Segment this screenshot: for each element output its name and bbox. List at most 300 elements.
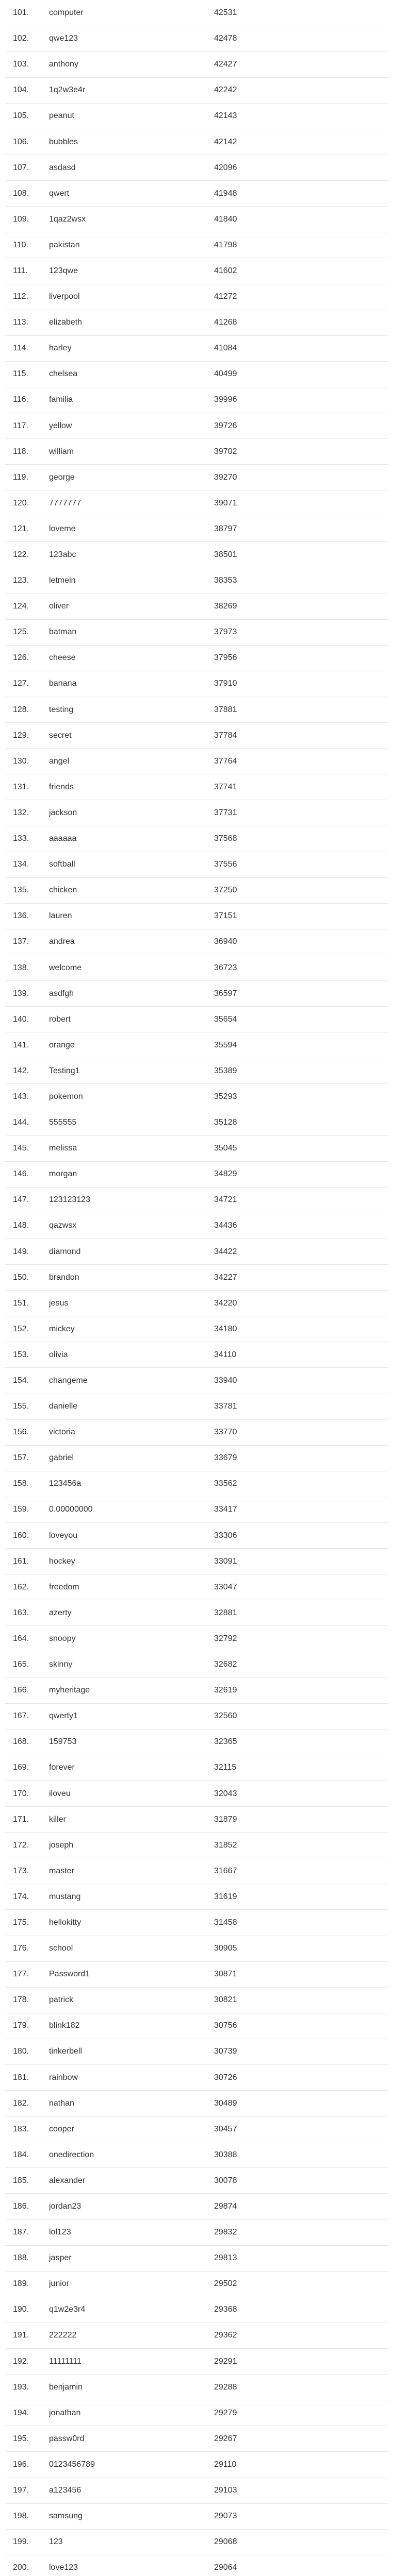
password-cell: cheese [49,645,214,671]
password-cell: rainbow [49,2065,214,2091]
password-cell: gabriel [49,1445,214,1471]
count-cell: 34227 [214,1265,388,1291]
count-cell: 42142 [214,129,388,155]
rank-cell: 127. [5,671,49,697]
rank-cell: 133. [5,826,49,852]
count-cell: 41602 [214,258,388,284]
table-row [5,1136,388,1161]
table-row [5,2116,388,2142]
count-cell: 31667 [214,1858,388,1884]
table-row [5,1626,388,1652]
table-row [5,2529,388,2555]
count-cell: 35293 [214,1084,388,1110]
table-row [5,955,388,980]
rank-cell: 144. [5,1110,49,1136]
password-cell: friends [49,774,214,800]
password-cell: cooper [49,2116,214,2142]
table-row [5,1833,388,1858]
table-row [5,1703,388,1729]
rank-cell: 194. [5,2400,49,2426]
count-cell: 37910 [214,671,388,697]
table-row [5,749,388,774]
count-cell: 29279 [214,2400,388,2426]
count-cell: 39726 [214,413,388,439]
table-row [5,1368,388,1394]
password-cell: chicken [49,877,214,903]
rank-cell: 137. [5,929,49,955]
table-row [5,2091,388,2116]
table-row [5,2555,388,2576]
password-cell: iloveu [49,1781,214,1806]
count-cell: 29874 [214,2194,388,2219]
password-cell: liverpool [49,284,214,310]
rank-cell: 179. [5,2013,49,2039]
rank-cell: 102. [5,26,49,52]
password-cell: school [49,1936,214,1961]
rank-cell: 176. [5,1936,49,1961]
count-cell: 38353 [214,568,388,594]
count-cell: 30905 [214,1936,388,1961]
password-cell: bubbles [49,129,214,155]
password-cell: peanut [49,103,214,129]
password-table-body [5,0,388,2576]
table-row [5,155,388,181]
rank-cell: 139. [5,981,49,1007]
count-cell: 32365 [214,1729,388,1755]
rank-cell: 160. [5,1523,49,1549]
password-cell: hellokitty [49,1910,214,1936]
count-cell: 35389 [214,1058,388,1084]
rank-cell: 107. [5,155,49,181]
table-row [5,1677,388,1703]
password-cell: qwert [49,181,214,207]
table-row [5,1394,388,1419]
table-row [5,1419,388,1445]
count-cell: 34220 [214,1291,388,1316]
password-cell: testing [49,697,214,723]
count-cell: 32682 [214,1652,388,1677]
count-cell: 42143 [214,103,388,129]
password-cell: mickey [49,1316,214,1342]
password-cell: qwe123 [49,26,214,52]
table-row [5,568,388,594]
count-cell: 37250 [214,877,388,903]
rank-cell: 105. [5,103,49,129]
password-cell: mustang [49,1884,214,1910]
count-cell: 42427 [214,52,388,77]
password-cell: joseph [49,1833,214,1858]
password-cell: computer [49,0,214,26]
table-row [5,981,388,1007]
rank-cell: 185. [5,2168,49,2194]
count-cell: 33091 [214,1549,388,1574]
count-cell: 35654 [214,1007,388,1032]
rank-cell: 192. [5,2349,49,2375]
password-cell: pakistan [49,232,214,258]
rank-cell: 153. [5,1342,49,1368]
rank-cell: 134. [5,852,49,877]
password-cell: myheritage [49,1677,214,1703]
table-row [5,2478,388,2503]
count-cell: 34721 [214,1187,388,1213]
rank-cell: 171. [5,1807,49,1833]
count-cell: 32043 [214,1781,388,1806]
rank-cell: 175. [5,1910,49,1936]
table-row [5,181,388,207]
rank-cell: 156. [5,1419,49,1445]
password-cell: qazwsx [49,1213,214,1239]
password-cell: danielle [49,1394,214,1419]
count-cell: 30078 [214,2168,388,2194]
rank-cell: 117. [5,413,49,439]
table-row [5,774,388,800]
table-row [5,2194,388,2219]
password-cell: 0.00000000 [49,1497,214,1522]
rank-cell: 141. [5,1032,49,1058]
table-row [5,1110,388,1136]
table-row [5,0,388,26]
password-cell: harley [49,335,214,361]
password-cell: george [49,465,214,490]
count-cell: 30821 [214,1987,388,2013]
count-cell: 33770 [214,1419,388,1445]
count-cell: 30756 [214,2013,388,2039]
rank-cell: 136. [5,903,49,929]
rank-cell: 197. [5,2478,49,2503]
table-row [5,1600,388,1626]
rank-cell: 180. [5,2039,49,2064]
table-row [5,1239,388,1265]
rank-cell: 183. [5,2116,49,2142]
rank-cell: 132. [5,800,49,826]
count-cell: 29362 [214,2323,388,2348]
password-cell: chelsea [49,361,214,387]
count-cell: 41272 [214,284,388,310]
count-cell: 35128 [214,1110,388,1136]
table-row [5,1936,388,1961]
table-row [5,671,388,697]
rank-cell: 119. [5,465,49,490]
rank-cell: 147. [5,1187,49,1213]
table-row [5,877,388,903]
table-row [5,2245,388,2271]
count-cell: 37881 [214,697,388,723]
rank-cell: 184. [5,2142,49,2168]
password-cell: 555555 [49,1110,214,1136]
password-cell: diamond [49,1239,214,1265]
rank-cell: 115. [5,361,49,387]
count-cell: 30388 [214,2142,388,2168]
password-cell: qwerty1 [49,1703,214,1729]
password-cell: jackson [49,800,214,826]
rank-cell: 157. [5,1445,49,1471]
table-row [5,387,388,413]
count-cell: 38501 [214,542,388,568]
password-cell: morgan [49,1161,214,1187]
count-cell: 37568 [214,826,388,852]
count-cell: 37741 [214,774,388,800]
table-row [5,2375,388,2400]
password-cell: yellow [49,413,214,439]
count-cell: 33306 [214,1523,388,1549]
password-cell: softball [49,852,214,877]
password-cell: banana [49,671,214,697]
table-row [5,1032,388,1058]
rank-cell: 128. [5,697,49,723]
rank-cell: 104. [5,77,49,103]
password-cell: tinkerbell [49,2039,214,2064]
count-cell: 31619 [214,1884,388,1910]
rank-cell: 149. [5,1239,49,1265]
password-cell: forever [49,1755,214,1781]
count-cell: 29267 [214,2426,388,2452]
password-cell: 7777777 [49,490,214,516]
count-cell: 30726 [214,2065,388,2091]
password-cell: andrea [49,929,214,955]
password-cell: freedom [49,1574,214,1600]
rank-cell: 195. [5,2426,49,2452]
rank-cell: 169. [5,1755,49,1781]
count-cell: 36940 [214,929,388,955]
count-cell: 37973 [214,619,388,645]
rank-cell: 167. [5,1703,49,1729]
count-cell: 38797 [214,516,388,542]
count-cell: 41084 [214,335,388,361]
table-row [5,1058,388,1084]
rank-cell: 111. [5,258,49,284]
table-row [5,361,388,387]
password-cell: aaaaaa [49,826,214,852]
count-cell: 39270 [214,465,388,490]
rank-cell: 151. [5,1291,49,1316]
password-cell: 222222 [49,2323,214,2348]
rank-cell: 159. [5,1497,49,1522]
password-cell: asdasd [49,155,214,181]
count-cell: 35045 [214,1136,388,1161]
count-cell: 33781 [214,1394,388,1419]
password-cell: skinny [49,1652,214,1677]
rank-cell: 109. [5,207,49,232]
password-cell: orange [49,1032,214,1058]
table-row [5,1471,388,1497]
table-row [5,1858,388,1884]
password-cell: 1q2w3e4r [49,77,214,103]
password-cell: junior [49,2271,214,2297]
rank-cell: 198. [5,2503,49,2529]
table-row [5,1652,388,1677]
table-row [5,697,388,723]
count-cell: 29064 [214,2555,388,2576]
password-cell: 1qaz2wsx [49,207,214,232]
table-row [5,723,388,749]
count-cell: 29073 [214,2503,388,2529]
rank-cell: 135. [5,877,49,903]
count-cell: 37731 [214,800,388,826]
count-cell: 34110 [214,1342,388,1368]
table-row [5,542,388,568]
count-cell: 29291 [214,2349,388,2375]
password-cell: 123abc [49,542,214,568]
rank-cell: 189. [5,2271,49,2297]
count-cell: 42242 [214,77,388,103]
table-row [5,1291,388,1316]
count-cell: 42531 [214,0,388,26]
rank-cell: 142. [5,1058,49,1084]
table-row [5,1574,388,1600]
table-row [5,800,388,826]
password-cell: loveyou [49,1523,214,1549]
table-row [5,1265,388,1291]
table-row [5,439,388,465]
table-row [5,2426,388,2452]
rank-cell: 163. [5,1600,49,1626]
count-cell: 29068 [214,2529,388,2555]
password-cell: Password1 [49,1961,214,1987]
rank-cell: 103. [5,52,49,77]
count-cell: 30489 [214,2091,388,2116]
password-cell: secret [49,723,214,749]
rank-cell: 118. [5,439,49,465]
table-row [5,1807,388,1833]
password-cell: azerty [49,1600,214,1626]
rank-cell: 166. [5,1677,49,1703]
table-row [5,1213,388,1239]
count-cell: 41948 [214,181,388,207]
password-cell: anthony [49,52,214,77]
rank-cell: 165. [5,1652,49,1677]
table-row [5,2168,388,2194]
rank-cell: 193. [5,2375,49,2400]
table-row [5,516,388,542]
rank-cell: 168. [5,1729,49,1755]
count-cell: 29103 [214,2478,388,2503]
table-row [5,490,388,516]
rank-cell: 106. [5,129,49,155]
count-cell: 37784 [214,723,388,749]
password-cell: letmein [49,568,214,594]
password-cell: patrick [49,1987,214,2013]
rank-cell: 158. [5,1471,49,1497]
rank-cell: 145. [5,1136,49,1161]
table-row [5,2297,388,2323]
rank-cell: 181. [5,2065,49,2091]
count-cell: 37151 [214,903,388,929]
password-cell: Testing1 [49,1058,214,1084]
count-cell: 41840 [214,207,388,232]
password-cell: changeme [49,1368,214,1394]
rank-cell: 116. [5,387,49,413]
password-cell: familia [49,387,214,413]
count-cell: 29502 [214,2271,388,2297]
rank-cell: 129. [5,723,49,749]
rank-cell: 122. [5,542,49,568]
table-row [5,1755,388,1781]
rank-cell: 187. [5,2219,49,2245]
table-row [5,1729,388,1755]
password-table [5,0,388,2576]
count-cell: 36597 [214,981,388,1007]
count-cell: 42478 [214,26,388,52]
table-row [5,207,388,232]
table-row [5,77,388,103]
rank-cell: 177. [5,1961,49,1987]
table-row [5,129,388,155]
rank-cell: 138. [5,955,49,980]
rank-cell: 190. [5,2297,49,2323]
password-cell: elizabeth [49,310,214,335]
password-cell: oliver [49,594,214,619]
password-cell: 0123456789 [49,2452,214,2478]
rank-cell: 186. [5,2194,49,2219]
rank-cell: 148. [5,1213,49,1239]
password-cell: a123456 [49,2478,214,2503]
rank-cell: 182. [5,2091,49,2116]
rank-cell: 178. [5,1987,49,2013]
password-cell: lol123 [49,2219,214,2245]
rank-cell: 170. [5,1781,49,1806]
rank-cell: 126. [5,645,49,671]
password-cell: jonathan [49,2400,214,2426]
count-cell: 42096 [214,155,388,181]
table-row [5,1523,388,1549]
table-row [5,52,388,77]
table-row [5,310,388,335]
table-row [5,1187,388,1213]
password-cell: killer [49,1807,214,1833]
rank-cell: 108. [5,181,49,207]
table-row [5,1161,388,1187]
table-row [5,852,388,877]
count-cell: 34422 [214,1239,388,1265]
count-cell: 32619 [214,1677,388,1703]
rank-cell: 124. [5,594,49,619]
count-cell: 39702 [214,439,388,465]
password-cell: jordan23 [49,2194,214,2219]
count-cell: 34436 [214,1213,388,1239]
rank-cell: 174. [5,1884,49,1910]
password-cell: passw0rd [49,2426,214,2452]
password-cell: snoopy [49,1626,214,1652]
password-cell: angel [49,749,214,774]
table-row [5,1316,388,1342]
count-cell: 37956 [214,645,388,671]
rank-cell: 113. [5,310,49,335]
rank-cell: 150. [5,1265,49,1291]
password-cell: william [49,439,214,465]
password-cell: benjamin [49,2375,214,2400]
password-cell: batman [49,619,214,645]
count-cell: 35594 [214,1032,388,1058]
count-cell: 40499 [214,361,388,387]
count-cell: 39071 [214,490,388,516]
table-row [5,2323,388,2348]
table-row [5,1007,388,1032]
password-cell: 123456a [49,1471,214,1497]
count-cell: 33940 [214,1368,388,1394]
password-cell: olivia [49,1342,214,1368]
table-row [5,903,388,929]
count-cell: 41798 [214,232,388,258]
count-cell: 30739 [214,2039,388,2064]
count-cell: 37556 [214,852,388,877]
password-cell: samsung [49,2503,214,2529]
table-row [5,1342,388,1368]
password-cell: jasper [49,2245,214,2271]
rank-cell: 114. [5,335,49,361]
table-row [5,1987,388,2013]
password-cell: onedirection [49,2142,214,2168]
table-row [5,1549,388,1574]
